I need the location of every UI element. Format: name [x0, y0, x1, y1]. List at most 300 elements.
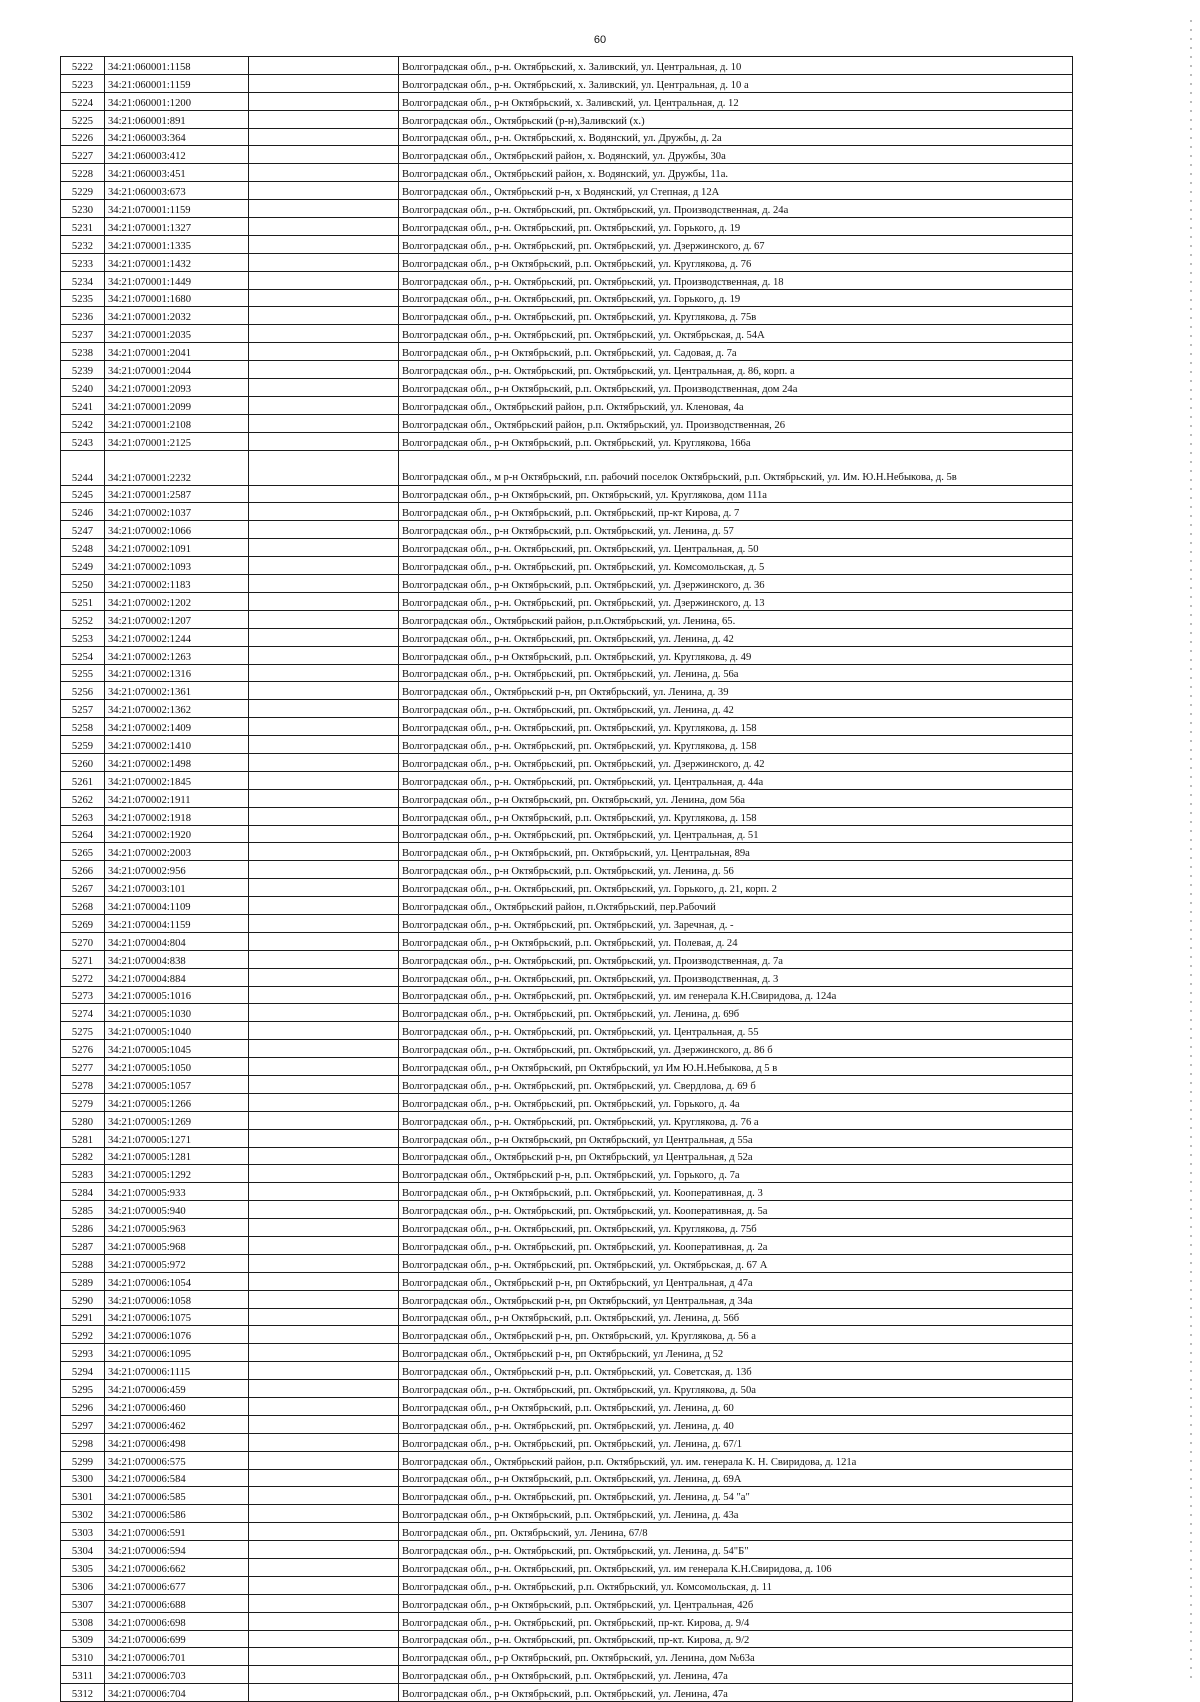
address: Волгоградская обл., р-н. Октябрьский, рп. Октябрьский, ул. Ленина, д. 54"Б"	[399, 1541, 1073, 1559]
address: Волгоградская обл., р-н. Октябрьский, х. Водянский, ул. Дружбы, д. 2а	[399, 128, 1073, 146]
table-row	[61, 1541, 1073, 1559]
table-row	[61, 1469, 1073, 1487]
address: Волгоградская обл., р-н. Октябрьский, рп. Октябрьский, ул. Центральная, д. 51	[399, 825, 1073, 843]
address: Волгоградская обл., р-н. Октябрьский, рп. Октябрьский, ул. Производственная, д. 24а	[399, 200, 1073, 218]
address: Волгоградская обл., р-н Октябрьский, х. Заливский, ул. Центральная, д. 12	[399, 92, 1073, 110]
table-row	[61, 986, 1073, 1004]
empty-cell	[249, 271, 399, 289]
address: Волгоградская обл., р-н. Октябрьский, рп. Октябрьский, ул. Круглякова, д. 76 а	[399, 1111, 1073, 1129]
empty-cell	[249, 1058, 399, 1076]
table-row	[61, 646, 1073, 664]
table-row	[61, 1648, 1073, 1666]
row-number: 5228	[61, 164, 105, 182]
address: Волгоградская обл., р-н Октябрьский, р.п. Октябрьский, ул. Садовая, д. 7а	[399, 343, 1073, 361]
empty-cell	[249, 1594, 399, 1612]
empty-cell	[249, 1147, 399, 1165]
table-row	[61, 628, 1073, 646]
cadastral-number: 34:21:070005:1292	[105, 1165, 249, 1183]
cadastral-number: 34:21:060001:1159	[105, 74, 249, 92]
row-number: 5287	[61, 1237, 105, 1255]
address: Волгоградская обл., м р-н Октябрьский, г.п. рабочий поселок Октябрьский, р.п. Октябрьский, ул. Им. Ю.Н.Небыкова, д. 5в	[399, 450, 1073, 485]
empty-cell	[249, 843, 399, 861]
row-number: 5257	[61, 700, 105, 718]
row-number: 5286	[61, 1219, 105, 1237]
table-row	[61, 1254, 1073, 1272]
address: Волгоградская обл., р-н. Октябрьский, рп. Октябрьский, ул. Круглякова, д. 75в	[399, 307, 1073, 325]
cadastral-number: 34:21:070006:1076	[105, 1326, 249, 1344]
cadastral-number: 34:21:070006:698	[105, 1612, 249, 1630]
cadastral-number: 34:21:070006:688	[105, 1594, 249, 1612]
row-number: 5292	[61, 1326, 105, 1344]
cadastral-number: 34:21:070006:462	[105, 1415, 249, 1433]
row-number: 5307	[61, 1594, 105, 1612]
address: Волгоградская обл., р-н Октябрьский, р.п. Октябрьский, ул. Ленина, 47а	[399, 1684, 1073, 1702]
row-number: 5238	[61, 343, 105, 361]
table-row	[61, 361, 1073, 379]
cadastral-number: 34:21:070003:101	[105, 879, 249, 897]
row-number: 5258	[61, 718, 105, 736]
cadastral-number: 34:21:070006:459	[105, 1380, 249, 1398]
empty-cell	[249, 1129, 399, 1147]
address: Волгоградская обл., р-н. Октябрьский, рп. Октябрьский, ул. Ленина, д. 40	[399, 1415, 1073, 1433]
empty-cell	[249, 1362, 399, 1380]
address: Волгоградская обл., р-н. Октябрьский, рп. Октябрьский, пр-кт. Кирова, д. 9/4	[399, 1612, 1073, 1630]
row-number: 5222	[61, 57, 105, 75]
empty-cell	[249, 1684, 399, 1702]
row-number: 5301	[61, 1487, 105, 1505]
row-number: 5254	[61, 646, 105, 664]
empty-cell	[249, 1469, 399, 1487]
table-row	[61, 664, 1073, 682]
cadastral-number: 34:21:070002:1037	[105, 503, 249, 521]
empty-cell	[249, 914, 399, 932]
row-number: 5299	[61, 1451, 105, 1469]
address: Волгоградская обл., Октябрьский р-н, рп Октябрьский, ул Ленина, д 52	[399, 1344, 1073, 1362]
row-number: 5281	[61, 1129, 105, 1147]
table-row	[61, 1326, 1073, 1344]
table-row	[61, 700, 1073, 718]
row-number: 5261	[61, 771, 105, 789]
address: Волгоградская обл., р-н Октябрьский, р.п. Октябрьский, ул. Ленина, д. 69А	[399, 1469, 1073, 1487]
address: Волгоградская обл., р-н. Октябрьский, рп. Октябрьский, ул. Ленина, д. 67/1	[399, 1433, 1073, 1451]
row-number: 5256	[61, 682, 105, 700]
address: Волгоградская обл., р-н Октябрьский, р.п. Октябрьский, ул. Центральная, 42б	[399, 1594, 1073, 1612]
row-number: 5283	[61, 1165, 105, 1183]
row-number: 5243	[61, 432, 105, 450]
empty-cell	[249, 1559, 399, 1577]
table-row	[61, 807, 1073, 825]
cadastral-number: 34:21:070001:2232	[105, 450, 249, 485]
empty-cell	[249, 450, 399, 485]
empty-cell	[249, 1398, 399, 1416]
cadastral-number: 34:21:060001:1200	[105, 92, 249, 110]
row-number: 5264	[61, 825, 105, 843]
empty-cell	[249, 92, 399, 110]
table-row	[61, 74, 1073, 92]
row-number: 5236	[61, 307, 105, 325]
table-row	[61, 1022, 1073, 1040]
row-number: 5253	[61, 628, 105, 646]
cadastral-number: 34:21:070002:1263	[105, 646, 249, 664]
row-number: 5282	[61, 1147, 105, 1165]
cadastral-number: 34:21:060003:364	[105, 128, 249, 146]
row-number: 5273	[61, 986, 105, 1004]
empty-cell	[249, 1326, 399, 1344]
empty-cell	[249, 1093, 399, 1111]
page-number: 60	[593, 34, 607, 46]
address: Волгоградская обл., р-н. Октябрьский, рп. Октябрьский, ул. Ленина, д. 42	[399, 628, 1073, 646]
table-row	[61, 485, 1073, 503]
cadastral-number: 34:21:070006:575	[105, 1451, 249, 1469]
row-number: 5248	[61, 539, 105, 557]
cadastral-number: 34:21:070005:968	[105, 1237, 249, 1255]
address: Волгоградская обл., Октябрьский район, р.п. Октябрьский, ул. Кленовая, 4а	[399, 396, 1073, 414]
row-number: 5237	[61, 325, 105, 343]
address: Волгоградская обл., Октябрьский район, р.п. Октябрьский, ул. Производственная, 26	[399, 414, 1073, 432]
table-row	[61, 1308, 1073, 1326]
address: Волгоградская обл., р-н. Октябрьский, рп. Октябрьский, ул. Производственная, д. 3	[399, 968, 1073, 986]
cadastral-number: 34:21:070005:1271	[105, 1129, 249, 1147]
empty-cell	[249, 968, 399, 986]
table-row	[61, 1290, 1073, 1308]
address: Волгоградская обл., р-н. Октябрьский, рп. Октябрьский, ул. Октябрьская, д. 67 А	[399, 1254, 1073, 1272]
table-row	[61, 861, 1073, 879]
address: Волгоградская обл., р-н. Октябрьский, рп. Октябрьский, ул. Дзержинского, д. 42	[399, 753, 1073, 771]
empty-cell	[249, 396, 399, 414]
empty-cell	[249, 682, 399, 700]
empty-cell	[249, 485, 399, 503]
row-number: 5250	[61, 575, 105, 593]
row-number: 5288	[61, 1254, 105, 1272]
row-number: 5259	[61, 736, 105, 754]
cadastral-number: 34:21:070006:662	[105, 1559, 249, 1577]
row-number: 5227	[61, 146, 105, 164]
table-row	[61, 1451, 1073, 1469]
address: Волгоградская обл., р-н. Октябрьский, рп. Октябрьский, ул. Горького, д. 4а	[399, 1093, 1073, 1111]
address: Волгоградская обл., р-н. Октябрьский, рп. Октябрьский, ул. Кооперативная, д. 5а	[399, 1201, 1073, 1219]
address: Волгоградская обл., р-н. Октябрьский, рп. Октябрьский, ул. Производственная, д. 7а	[399, 950, 1073, 968]
table-row	[61, 1684, 1073, 1702]
cadastral-number: 34:21:060003:673	[105, 182, 249, 200]
address: Волгоградская обл., р-н. Октябрьский, рп. Октябрьский, ул. Горького, д. 19	[399, 218, 1073, 236]
table-row	[61, 1612, 1073, 1630]
cadastral-number: 34:21:070001:2125	[105, 432, 249, 450]
cadastral-number: 34:21:070006:584	[105, 1469, 249, 1487]
empty-cell	[249, 521, 399, 539]
empty-cell	[249, 200, 399, 218]
cadastral-number: 34:21:070001:2032	[105, 307, 249, 325]
table-row	[61, 182, 1073, 200]
address: Волгоградская обл., р-н Октябрьский, р.п. Октябрьский, ул. Ленина, 47а	[399, 1666, 1073, 1684]
table-row	[61, 1040, 1073, 1058]
row-number: 5232	[61, 235, 105, 253]
table-row	[61, 271, 1073, 289]
empty-cell	[249, 592, 399, 610]
row-number: 5311	[61, 1666, 105, 1684]
cadastral-number: 34:21:070002:1410	[105, 736, 249, 754]
address: Волгоградская обл., р-н. Октябрьский, рп. Октябрьский, ул. Заречная, д. -	[399, 914, 1073, 932]
row-number: 5245	[61, 485, 105, 503]
address: Волгоградская обл., Октябрьский р-н, рп Октябрьский, ул. Ленина, д. 39	[399, 682, 1073, 700]
cadastral-number: 34:21:070001:1327	[105, 218, 249, 236]
cadastral-number: 34:21:070004:1109	[105, 897, 249, 915]
table-row	[61, 879, 1073, 897]
table-row	[61, 968, 1073, 986]
row-number: 5297	[61, 1415, 105, 1433]
row-number: 5229	[61, 182, 105, 200]
table-row	[61, 1183, 1073, 1201]
empty-cell	[249, 825, 399, 843]
table-row	[61, 110, 1073, 128]
row-number: 5225	[61, 110, 105, 128]
table-row	[61, 1272, 1073, 1290]
empty-cell	[249, 807, 399, 825]
row-number: 5302	[61, 1505, 105, 1523]
address: Волгоградская обл., р-н Октябрьский, рп. Октябрьский, ул. Круглякова, дом 111а	[399, 485, 1073, 503]
address: Волгоградская обл., р-н Октябрьский, рп. Октябрьский, ул. Центральная, 89а	[399, 843, 1073, 861]
cadastral-number: 34:21:070005:1269	[105, 1111, 249, 1129]
cadastral-number: 34:21:070005:1016	[105, 986, 249, 1004]
table-row	[61, 557, 1073, 575]
cadastral-number: 34:21:070005:972	[105, 1254, 249, 1272]
empty-cell	[249, 1290, 399, 1308]
table-row	[61, 396, 1073, 414]
table-row	[61, 218, 1073, 236]
address: Волгоградская обл., р-н Октябрьский, р.п. Октябрьский, ул. Производственная, дом 24а	[399, 379, 1073, 397]
cadastral-number: 34:21:070002:1093	[105, 557, 249, 575]
empty-cell	[249, 1075, 399, 1093]
table-row	[61, 682, 1073, 700]
row-number: 5309	[61, 1630, 105, 1648]
row-number: 5242	[61, 414, 105, 432]
cadastral-number: 34:21:070005:963	[105, 1219, 249, 1237]
empty-cell	[249, 235, 399, 253]
cadastral-number: 34:21:070001:2044	[105, 361, 249, 379]
table-row	[61, 825, 1073, 843]
address: Волгоградская обл., р-н. Октябрьский, рп. Октябрьский, ул. Ленина, д. 54 "а"	[399, 1487, 1073, 1505]
table-row	[61, 1630, 1073, 1648]
address: Волгоградская обл., р-н. Октябрьский, рп. Октябрьский, ул. Круглякова, д. 75б	[399, 1219, 1073, 1237]
row-number: 5226	[61, 128, 105, 146]
cadastral-number: 34:21:070005:1030	[105, 1004, 249, 1022]
table-row	[61, 1666, 1073, 1684]
cadastral-number: 34:21:070001:2035	[105, 325, 249, 343]
cadastral-table	[60, 56, 1073, 1702]
table-row	[61, 789, 1073, 807]
table-row	[61, 1380, 1073, 1398]
empty-cell	[249, 646, 399, 664]
address: Волгоградская обл., Октябрьский (р-н),Заливский (х.)	[399, 110, 1073, 128]
row-number: 5308	[61, 1612, 105, 1630]
empty-cell	[249, 610, 399, 628]
table-row	[61, 1505, 1073, 1523]
empty-cell	[249, 1165, 399, 1183]
cadastral-number: 34:21:060003:412	[105, 146, 249, 164]
cadastral-number: 34:21:070006:594	[105, 1541, 249, 1559]
cadastral-number: 34:21:060003:451	[105, 164, 249, 182]
table-row	[61, 1201, 1073, 1219]
cadastral-number: 34:21:070006:591	[105, 1523, 249, 1541]
cadastral-number: 34:21:070001:2108	[105, 414, 249, 432]
row-number: 5304	[61, 1541, 105, 1559]
address: Волгоградская обл., р-н. Октябрьский, рп. Октябрьский, ул. Комсомольская, д. 5	[399, 557, 1073, 575]
cadastral-number: 34:21:070004:838	[105, 950, 249, 968]
address: Волгоградская обл., р-н. Октябрьский, рп. Октябрьский, ул. Центральная, д. 55	[399, 1022, 1073, 1040]
empty-cell	[249, 1576, 399, 1594]
empty-cell	[249, 1344, 399, 1362]
table-row	[61, 1004, 1073, 1022]
table-row	[61, 414, 1073, 432]
cadastral-number: 34:21:070005:933	[105, 1183, 249, 1201]
row-number: 5223	[61, 74, 105, 92]
row-number: 5247	[61, 521, 105, 539]
address: Волгоградская обл., Октябрьский р-н, рп. Октябрьский, ул. Круглякова, д. 56 а	[399, 1326, 1073, 1344]
cadastral-number: 34:21:070006:1054	[105, 1272, 249, 1290]
empty-cell	[249, 1111, 399, 1129]
cadastral-number: 34:21:070001:1335	[105, 235, 249, 253]
address: Волгоградская обл., р-н Октябрьский, рп Октябрьский, ул Им Ю.Н.Небыкова, д 5 в	[399, 1058, 1073, 1076]
row-number: 5252	[61, 610, 105, 628]
row-number: 5263	[61, 807, 105, 825]
row-number: 5278	[61, 1075, 105, 1093]
cadastral-number: 34:21:070001:1432	[105, 253, 249, 271]
table-row	[61, 1523, 1073, 1541]
cadastral-number: 34:21:060001:1158	[105, 57, 249, 75]
address: Волгоградская обл., р-н. Октябрьский, рп. Октябрьский, ул. Ленина, д. 56а	[399, 664, 1073, 682]
cadastral-number: 34:21:070005:1040	[105, 1022, 249, 1040]
empty-cell	[249, 1272, 399, 1290]
row-number: 5279	[61, 1093, 105, 1111]
empty-cell	[249, 664, 399, 682]
cadastral-number: 34:21:070006:498	[105, 1433, 249, 1451]
table-row	[61, 521, 1073, 539]
cadastral-number: 34:21:070006:585	[105, 1487, 249, 1505]
address: Волгоградская обл., р-н. Октябрьский, х. Заливский, ул. Центральная, д. 10 а	[399, 74, 1073, 92]
address: Волгоградская обл., р-н. Октябрьский, рп. Октябрьский, ул. Дзержинского, д. 86 б	[399, 1040, 1073, 1058]
cadastral-number: 34:21:070001:2041	[105, 343, 249, 361]
table-row	[61, 610, 1073, 628]
cadastral-number: 34:21:070006:1058	[105, 1290, 249, 1308]
address: Волгоградская обл., р-н Октябрьский, р.п. Октябрьский, ул. Круглякова, д. 158	[399, 807, 1073, 825]
row-number: 5310	[61, 1648, 105, 1666]
row-number: 5251	[61, 592, 105, 610]
row-number: 5274	[61, 1004, 105, 1022]
table-row	[61, 1576, 1073, 1594]
address: Волгоградская обл., р-н. Октябрьский, р.п. Октябрьский, ул. Комсомольская, д. 11	[399, 1576, 1073, 1594]
table-row	[61, 235, 1073, 253]
empty-cell	[249, 128, 399, 146]
row-number: 5234	[61, 271, 105, 289]
empty-cell	[249, 1666, 399, 1684]
table-row	[61, 289, 1073, 307]
table-row	[61, 539, 1073, 557]
cadastral-number: 34:21:070002:1361	[105, 682, 249, 700]
empty-cell	[249, 1630, 399, 1648]
table-row	[61, 1362, 1073, 1380]
address: Волгоградская обл., р-н Октябрьский, р.п. Октябрьский, ул. Кооперативная, д. 3	[399, 1183, 1073, 1201]
row-number: 5294	[61, 1362, 105, 1380]
address: Волгоградская обл., р-н Октябрьский, р.п. Октябрьский, ул. Ленина, д. 56	[399, 861, 1073, 879]
empty-cell	[249, 789, 399, 807]
row-number: 5291	[61, 1308, 105, 1326]
empty-cell	[249, 74, 399, 92]
table-row	[61, 1594, 1073, 1612]
address: Волгоградская обл., Октябрьский р-н, рп Октябрьский, ул Центральная, д 47а	[399, 1272, 1073, 1290]
table-row	[61, 1398, 1073, 1416]
table-row	[61, 843, 1073, 861]
empty-cell	[249, 343, 399, 361]
address: Волгоградская обл., р-н. Октябрьский, рп. Октябрьский, пр-кт. Кирова, д. 9/2	[399, 1630, 1073, 1648]
table-row	[61, 146, 1073, 164]
cadastral-number: 34:21:070004:804	[105, 932, 249, 950]
address: Волгоградская обл., р-н. Октябрьский, рп. Октябрьский, ул. Круглякова, д. 50а	[399, 1380, 1073, 1398]
row-number: 5272	[61, 968, 105, 986]
address: Волгоградская обл., р-н Октябрьский, рп Октябрьский, ул Центральная, д 55а	[399, 1129, 1073, 1147]
address: Волгоградская обл., Октябрьский р-н, х Водянский, ул Степная, д 12А	[399, 182, 1073, 200]
table-row	[61, 253, 1073, 271]
row-number: 5312	[61, 1684, 105, 1702]
empty-cell	[249, 1523, 399, 1541]
row-number: 5296	[61, 1398, 105, 1416]
address: Волгоградская обл., р-н Октябрьский, р.п. Октябрьский, ул. Полевая, д. 24	[399, 932, 1073, 950]
empty-cell	[249, 1541, 399, 1559]
address: Волгоградская обл., р-н. Октябрьский, рп. Октябрьский, ул. им генерала К.Н.Свиридова, д. 106	[399, 1559, 1073, 1577]
cadastral-number: 34:21:060001:891	[105, 110, 249, 128]
cadastral-number: 34:21:070006:586	[105, 1505, 249, 1523]
cadastral-number: 34:21:070005:1281	[105, 1147, 249, 1165]
empty-cell	[249, 1254, 399, 1272]
empty-cell	[249, 1237, 399, 1255]
cadastral-number: 34:21:070005:1266	[105, 1093, 249, 1111]
row-number: 5298	[61, 1433, 105, 1451]
row-number: 5233	[61, 253, 105, 271]
empty-cell	[249, 379, 399, 397]
cadastral-number: 34:21:070004:884	[105, 968, 249, 986]
row-number: 5262	[61, 789, 105, 807]
row-number: 5290	[61, 1290, 105, 1308]
table-row	[61, 753, 1073, 771]
cadastral-number: 34:21:070006:677	[105, 1576, 249, 1594]
row-number: 5276	[61, 1040, 105, 1058]
empty-cell	[249, 1040, 399, 1058]
cadastral-number: 34:21:070005:1050	[105, 1058, 249, 1076]
address: Волгоградская обл., Октябрьский р-н, р.п. Октябрьский, ул. Советская, д. 13б	[399, 1362, 1073, 1380]
row-number: 5260	[61, 753, 105, 771]
table-row	[61, 897, 1073, 915]
scan-edge	[1190, 20, 1192, 1680]
table-row	[61, 1237, 1073, 1255]
address: Волгоградская обл., р-н. Октябрьский, рп. Октябрьский, ул. Центральная, д. 86, корп. а	[399, 361, 1073, 379]
empty-cell	[249, 110, 399, 128]
empty-cell	[249, 1505, 399, 1523]
row-number: 5306	[61, 1576, 105, 1594]
empty-cell	[249, 1451, 399, 1469]
row-number: 5277	[61, 1058, 105, 1076]
empty-cell	[249, 182, 399, 200]
empty-cell	[249, 218, 399, 236]
table-row	[61, 325, 1073, 343]
table-row	[61, 1129, 1073, 1147]
table-row	[61, 718, 1073, 736]
address: Волгоградская обл., Октябрьский р-н, рп Октябрьский, ул Центральная, д 34а	[399, 1290, 1073, 1308]
empty-cell	[249, 897, 399, 915]
address: Волгоградская обл., р-н. Октябрьский, рп. Октябрьский, ул. Ленина, д. 69б	[399, 1004, 1073, 1022]
empty-cell	[249, 700, 399, 718]
row-number: 5235	[61, 289, 105, 307]
row-number: 5271	[61, 950, 105, 968]
empty-cell	[249, 718, 399, 736]
address: Волгоградская обл., р-н. Октябрьский, рп. Октябрьский, ул. Ленина, д. 42	[399, 700, 1073, 718]
